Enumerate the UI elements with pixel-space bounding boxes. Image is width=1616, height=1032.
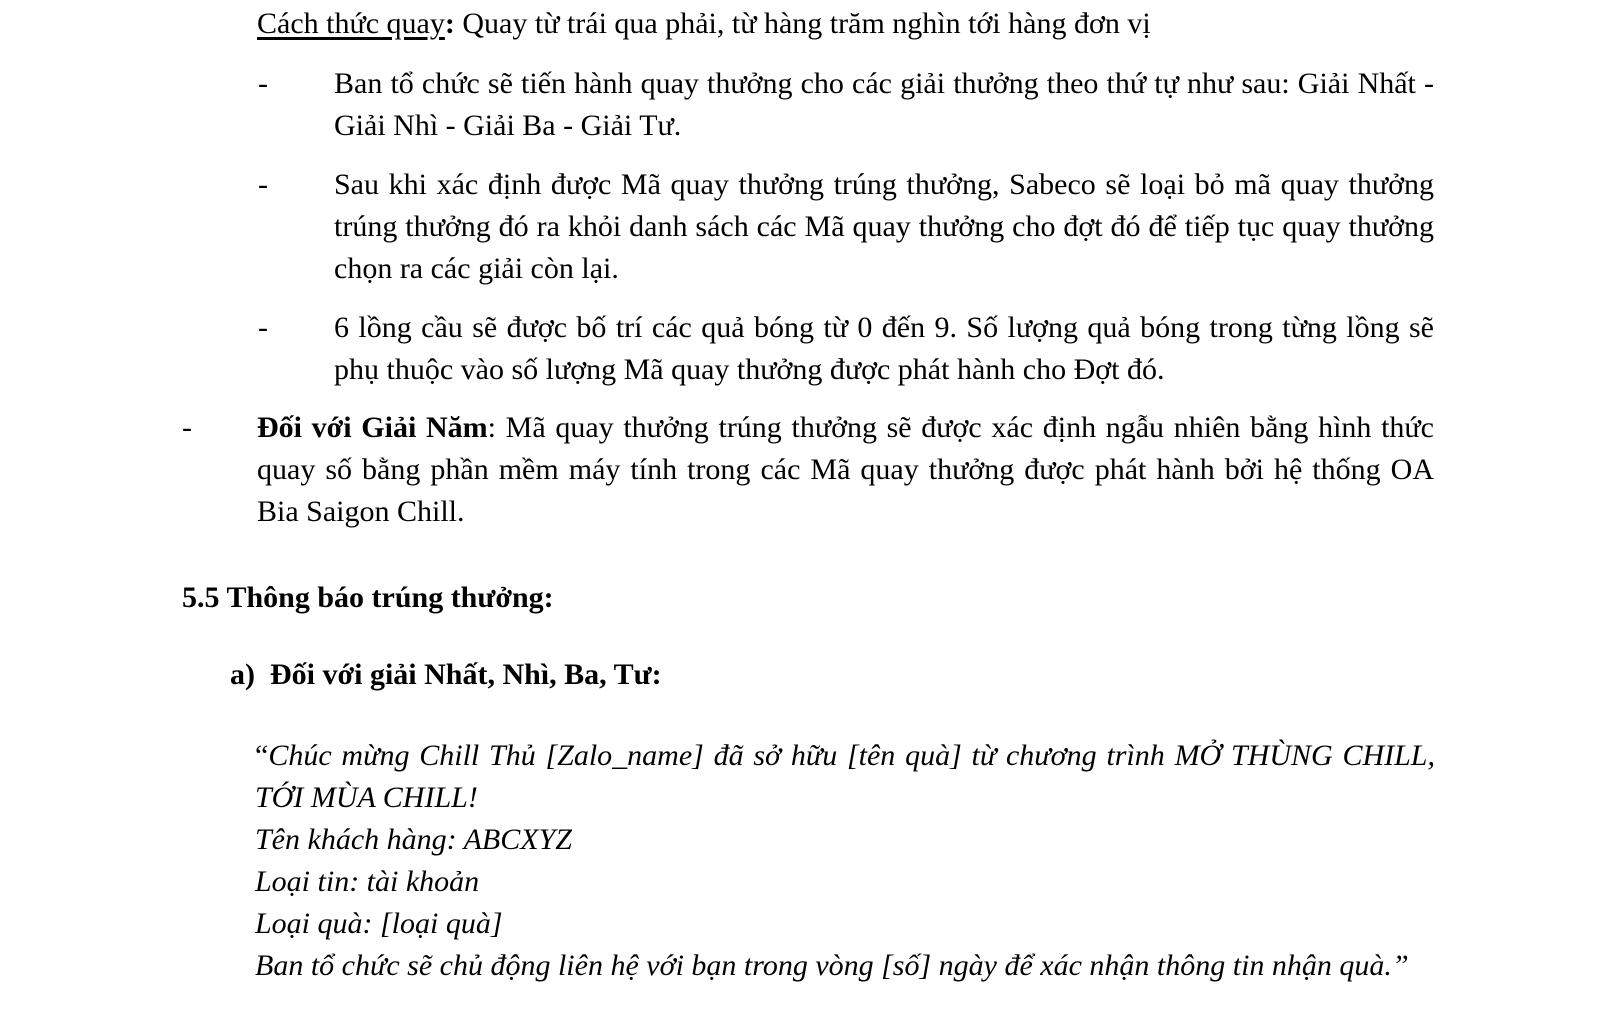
subsection-heading: [230, 654, 662, 696]
bullet-marker: -: [258, 168, 268, 201]
fifth-prize-label: Đối với Giải Năm: [257, 411, 488, 444]
message-closing: [255, 945, 1435, 987]
message-gift-type: Loại quà: [loại quà]: [255, 907, 503, 940]
bullet-marker: -: [258, 311, 268, 344]
section-heading: 5.5 Thông báo trúng thưởng:: [182, 581, 554, 614]
message-type: Loại tin: tài khoản: [255, 865, 480, 898]
bullet-marker: -: [182, 411, 192, 444]
open-quote: “: [255, 739, 269, 772]
fifth-prize-text: : Mã quay thưởng trúng thưởng sẽ được xác định ngẫu nhiên bằng hình thức quay số bằng phần mềm máy tính trong các Mã quay thưởng được phát hành bởi hệ thống OA Bia Saigon Chill.: [257, 411, 1434, 528]
close-quote: ”: [1391, 949, 1409, 982]
message-customer: Tên khách hàng: ABCXYZ: [255, 823, 572, 856]
spin-method-label: Cách thức quay: [257, 7, 445, 40]
bullet-marker: -: [258, 67, 268, 100]
sub-bullet-draw-order: Ban tổ chức sẽ tiến hành quay thưởng cho các giải thưởng theo thứ tự như sau: Giải Nhất - Giải Nhì - Giải Ba - Giải Tư.: [334, 67, 1434, 142]
spin-method-text: Quay từ trái qua phải, từ hàng trăm nghìn tới hàng đơn vị: [454, 7, 1151, 40]
sub-bullet-remove-code: Sau khi xác định được Mã quay thưởng trúng thưởng, Sabeco sẽ loại bỏ mã quay thưởng trúng thưởng đó ra khỏi danh sách các Mã quay thưởng cho đợt đó để tiếp tục quay thưởng chọn ra các giải còn lại.: [334, 168, 1434, 285]
subsection-marker: a): [230, 658, 255, 691]
message-intro: [255, 735, 1435, 819]
fifth-prize-paragraph: [257, 407, 1434, 533]
message-closing-text: Ban tổ chức sẽ chủ động liên hệ với bạn trong vòng [số] ngày để xác nhận thông tin nhận quà.: [255, 949, 1392, 982]
message-intro-text: Chúc mừng Chill Thủ [Zalo_name] đã sở hữu [tên quà] từ chương trình MỞ THÙNG CHILL, TỚI MÙA CHILL!: [255, 739, 1435, 814]
sub-bullet-ball-cages: 6 lồng cầu sẽ được bố trí các quả bóng từ 0 đến 9. Số lượng quả bóng trong từng lồng sẽ phụ thuộc vào số lượng Mã quay thưởng được phát hành cho Đợt đó.: [334, 311, 1434, 386]
subsection-title: Đối với giải Nhất, Nhì, Ba, Tư:: [270, 658, 662, 691]
spin-method-line: Cách thức quay: Quay từ trái qua phải, từ hàng trăm nghìn tới hàng đơn vị: [257, 7, 1151, 40]
